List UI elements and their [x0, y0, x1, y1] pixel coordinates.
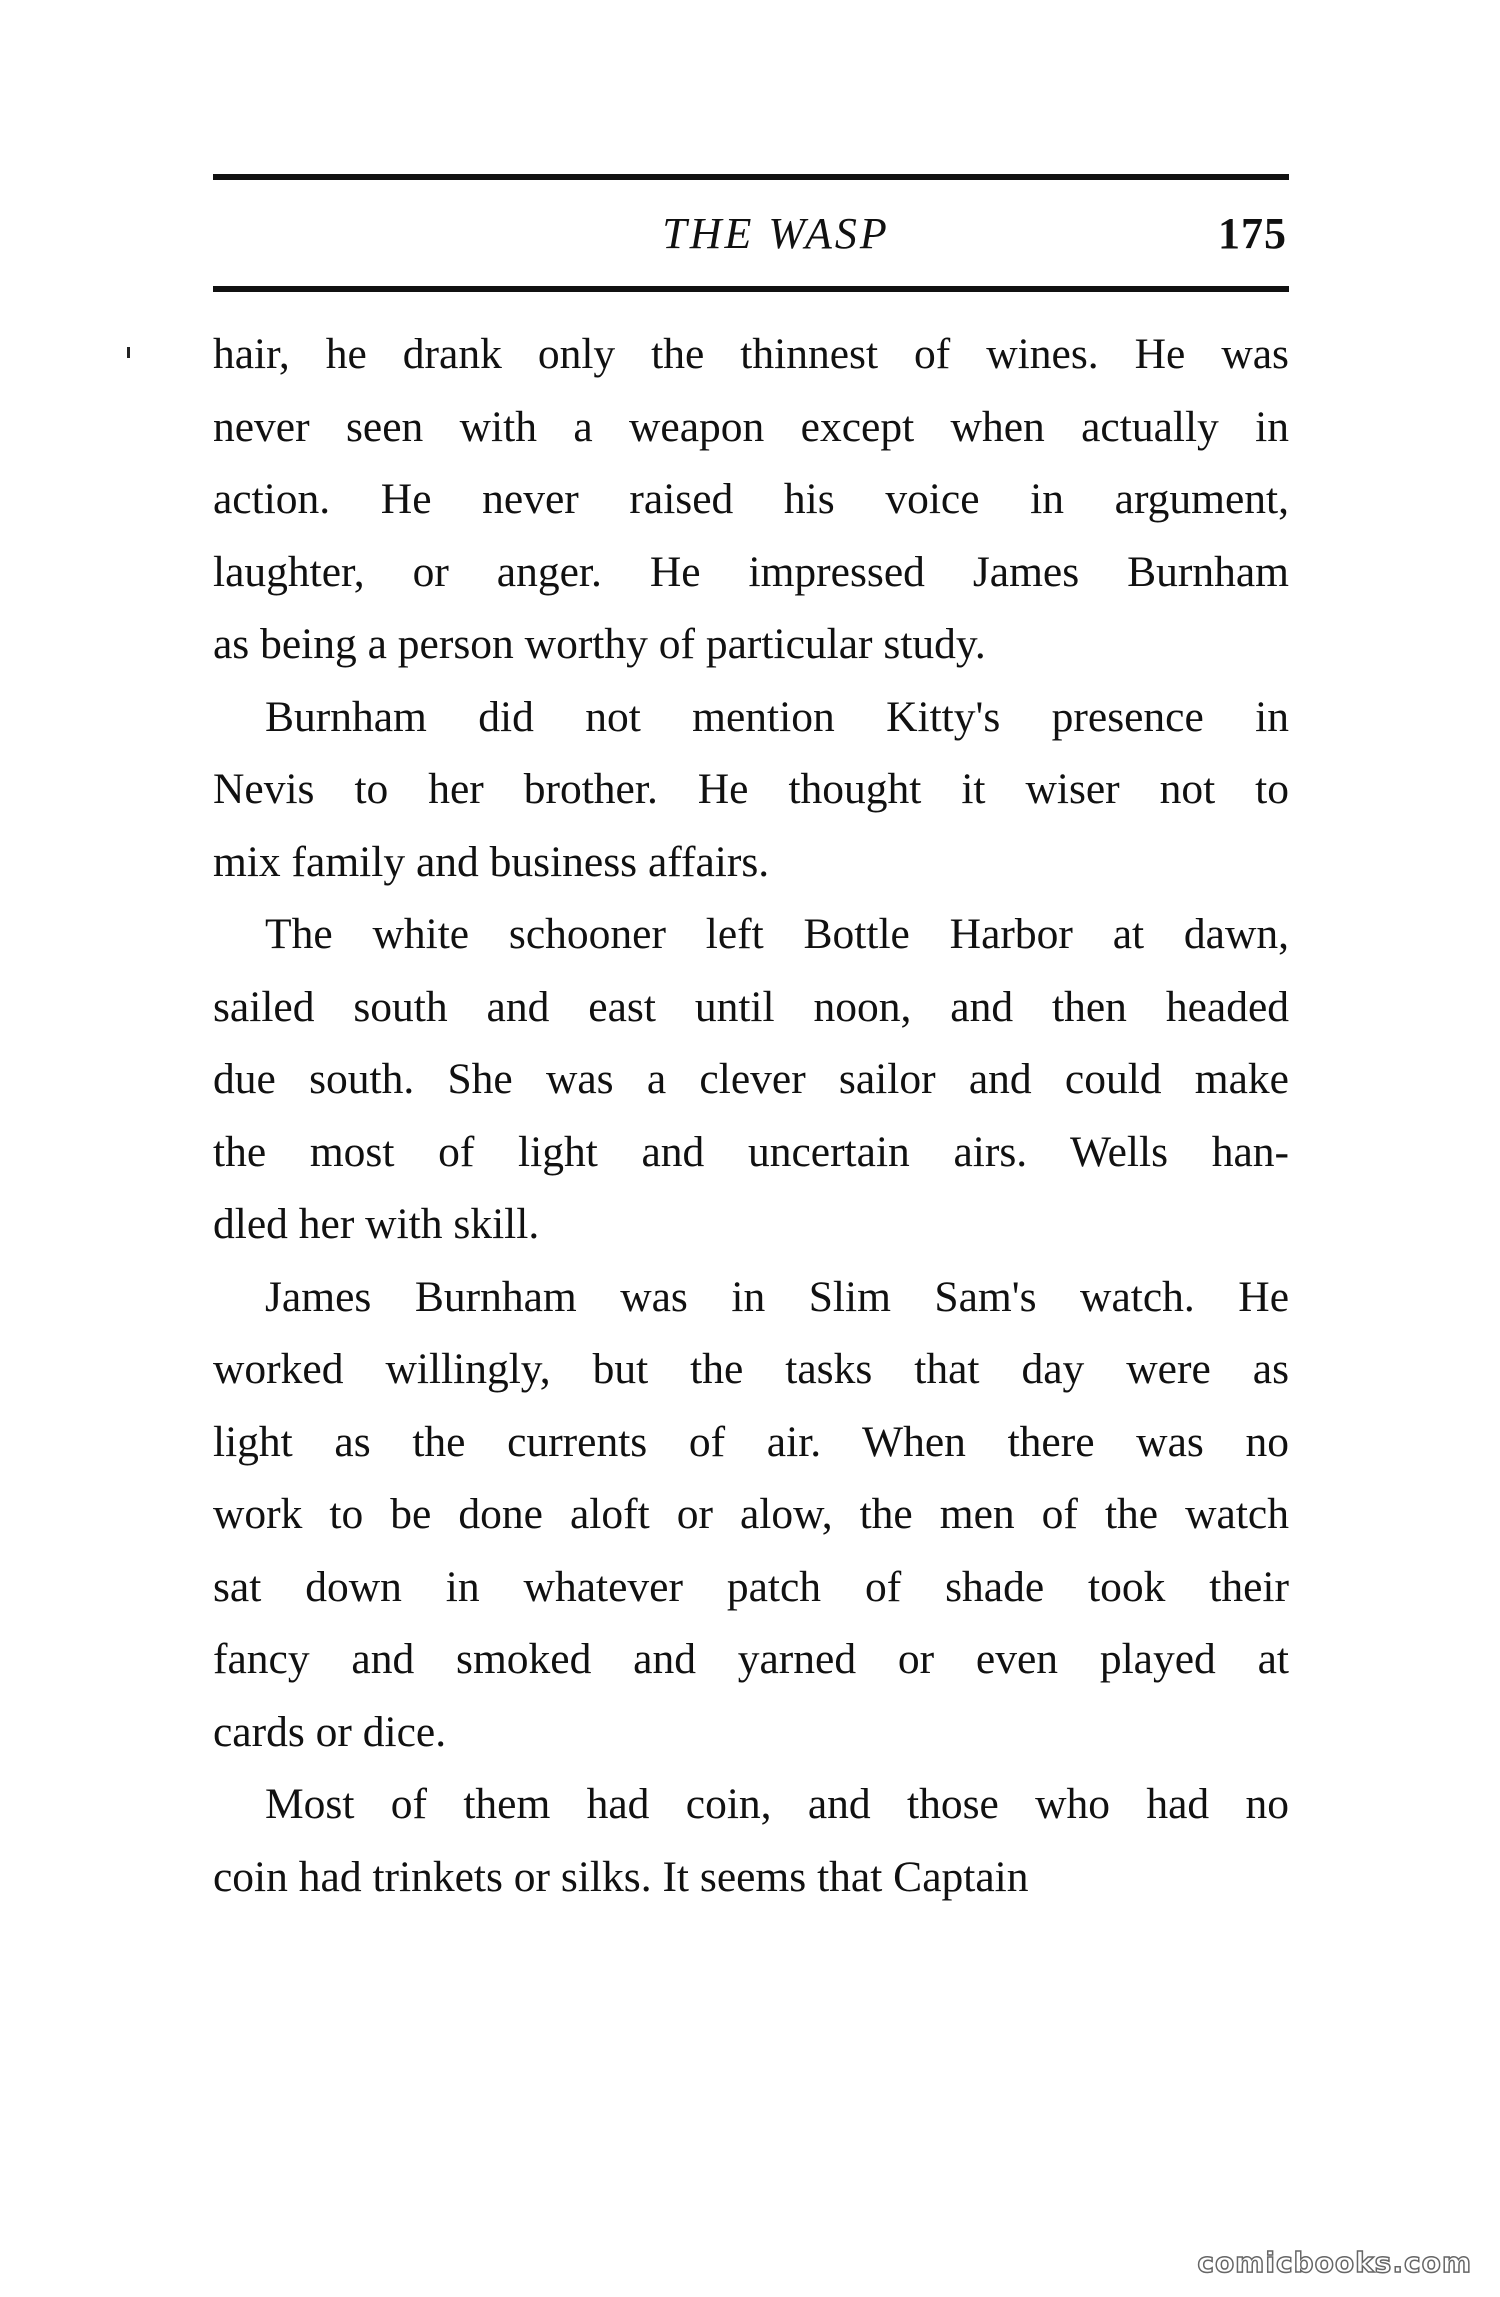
text-line: hair, he drank only the thinnest of wines. He was	[213, 330, 1289, 378]
text-line: mix family and business affairs.	[213, 837, 770, 886]
paragraph	[213, 898, 1289, 1261]
text-line: light as the currents of air. When there was no	[213, 1417, 1289, 1466]
text-line: laughter, or anger. He impressed James Burnham	[213, 547, 1289, 596]
text-line: cards or dice.	[213, 1707, 447, 1756]
paragraph	[213, 1768, 1289, 1913]
text-line: The white schooner left Bottle Harbor at dawn,	[265, 910, 1289, 958]
text-line: dled her with skill.	[213, 1200, 540, 1248]
header-rule-bottom	[213, 286, 1289, 292]
page-number: 175	[1218, 209, 1287, 258]
margin-mark	[127, 347, 130, 358]
text-line: due south. She was a clever sailor and could make	[213, 1055, 1289, 1103]
text-line: worked willingly, but the tasks that day were as	[213, 1345, 1289, 1393]
paragraph	[213, 318, 1289, 681]
text-line: as being a person worthy of particular study.	[213, 620, 986, 668]
text-line: sat down in whatever patch of shade took their	[213, 1562, 1289, 1611]
text-line: action. He never raised his voice in argument,	[213, 475, 1289, 523]
text-line: coin had trinkets or silks. It seems that Captain	[213, 1852, 1029, 1901]
running-title: THE WASP	[662, 209, 890, 258]
watermark-logo: comicbooks.com	[1197, 2246, 1472, 2279]
text-line: Burnham did not mention Kitty's presence in	[265, 692, 1289, 741]
text-line: sailed south and east until noon, and then headed	[213, 982, 1289, 1031]
text-line: never seen with a weapon except when actually in	[213, 402, 1289, 451]
paragraph	[213, 1261, 1289, 1769]
body-text	[213, 318, 1289, 1913]
text-line: Most of them had coin, and those who had no	[265, 1780, 1289, 1828]
text-line: the most of light and uncertain airs. Wells han-	[213, 1127, 1289, 1176]
text-line: Nevis to her brother. He thought it wiser not to	[213, 765, 1289, 813]
text-line: work to be done aloft or alow, the men of the watch	[213, 1490, 1289, 1538]
header-rule-top	[213, 174, 1289, 180]
running-head	[213, 200, 1289, 270]
paragraph	[213, 681, 1289, 899]
text-line: fancy and smoked and yarned or even played at	[213, 1635, 1289, 1683]
text-line: James Burnham was in Slim Sam's watch. He	[265, 1272, 1289, 1321]
